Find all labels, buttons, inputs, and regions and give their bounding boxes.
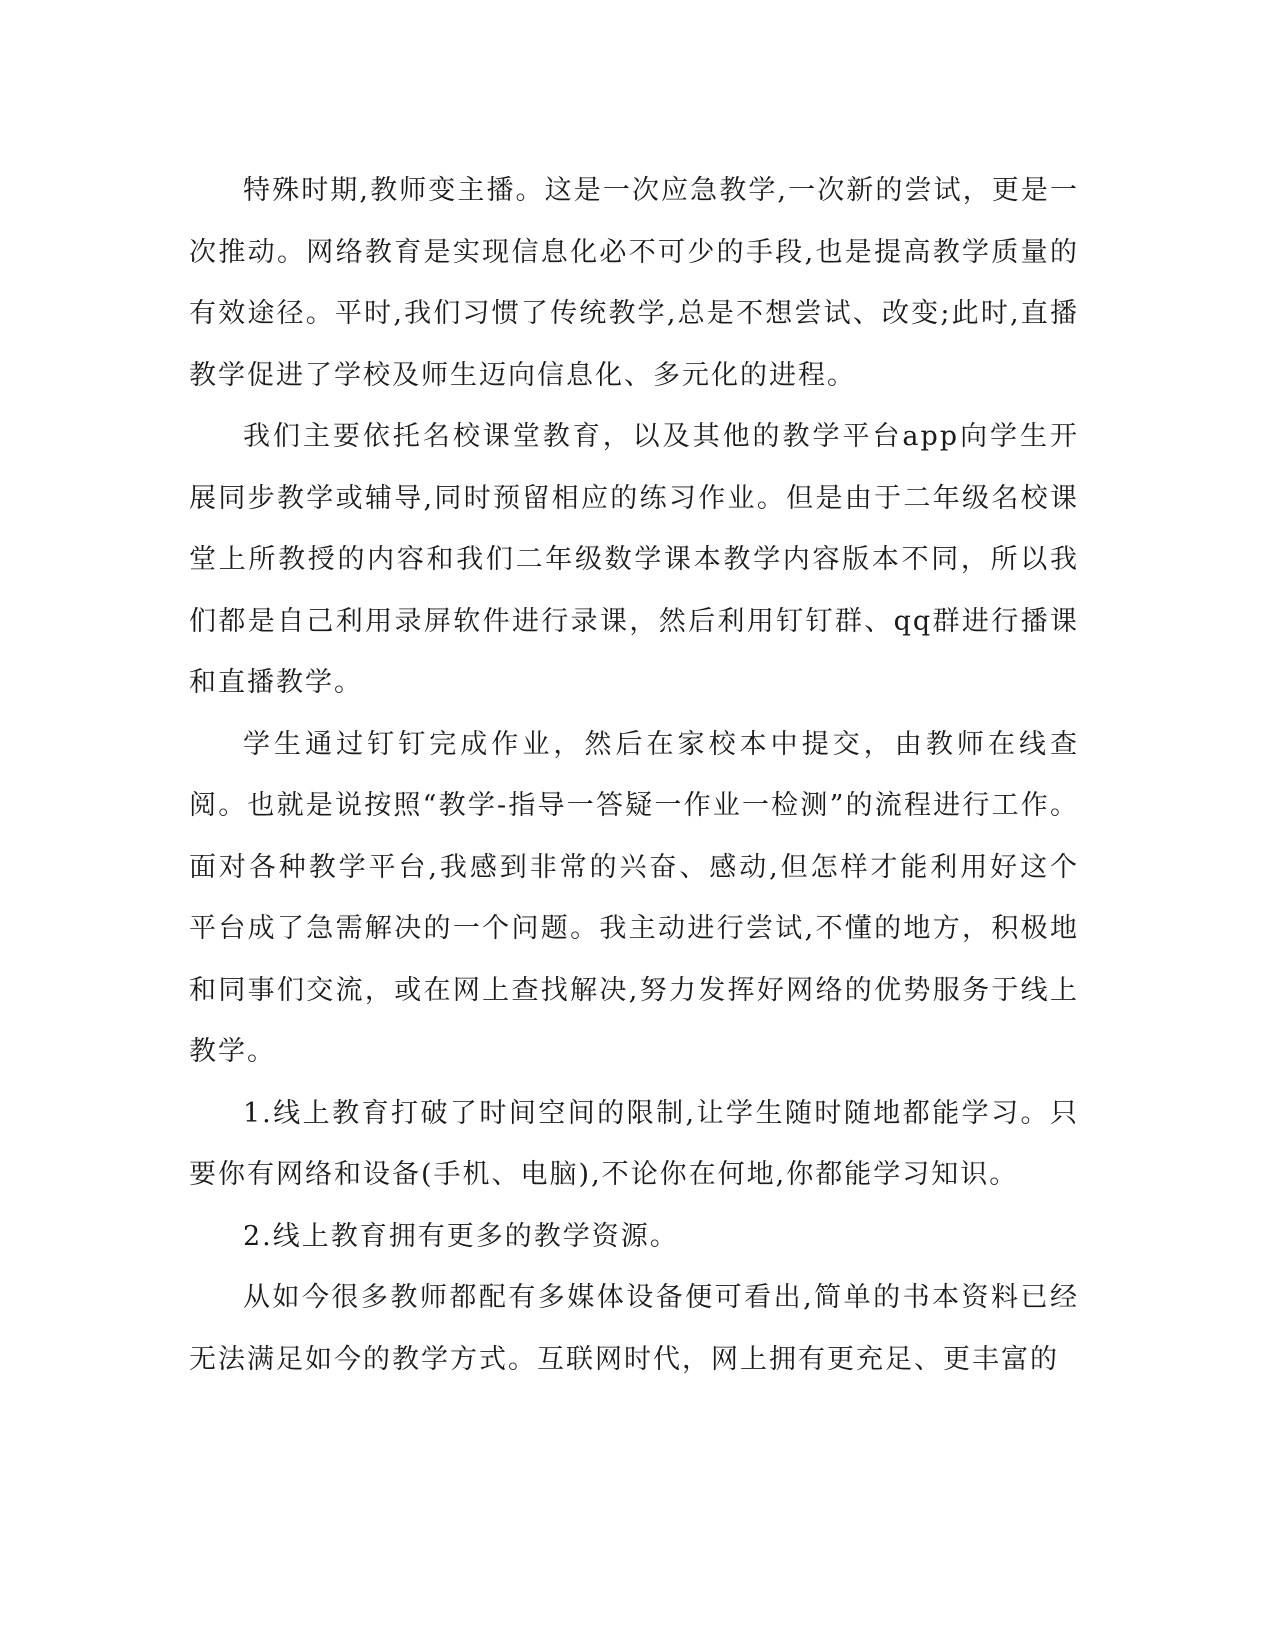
paragraph-6: 从如今很多教师都配有多媒体设备便可看出,简单的书本资料已经无法满足如今的教学方式。互联网时代，网上拥有更充足、更丰富的: [189, 1282, 1079, 1375]
paragraph-4: 1.线上教育打破了时间空间的限制,让学生随时随地都能学习。只要你有网络和设备(手机、电脑),不论你在何地,你都能学习知识。: [189, 1097, 1079, 1190]
document-body: [189, 160, 1079, 1390]
paragraph-3: 学生通过钉钉完成作业，然后在家校本中提交，由教师在线查阅。也就是说按照“教学-指导一答疑一作业一检测”的流程进行工作。面对各种教学平台,我感到非常的兴奋、感动,但怎样才能利用好这个平台成了急需解决的一个问题。我主动进行尝试,不懂的地方，积极地和同事们交流，或在网上查找解决,努力发挥好网络的优势服务于线上教学。: [189, 728, 1079, 1067]
paragraph-1: 特殊时期,教师变主播。这是一次应急教学,一次新的尝试，更是一次推动。网络教育是实现信息化必不可少的手段,也是提高教学质量的有效途径。平时,我们习惯了传统教学,总是不想尝试、改变;此时,直播教学促进了学校及师生迈向信息化、多元化的进程。: [189, 175, 1079, 391]
paragraph-2: 我们主要依托名校课堂教育，以及其他的教学平台app向学生开展同步教学或辅导,同时预留相应的练习作业。但是由于二年级名校课堂上所教授的内容和我们二年级数学课本教学内容版本不同，所以我们都是自己利用录屏软件进行录课，然后利用钉钉群、qq群进行播课和直播教学。: [189, 421, 1079, 698]
paragraph-5: 2.线上教育拥有更多的教学资源。: [243, 1220, 679, 1252]
